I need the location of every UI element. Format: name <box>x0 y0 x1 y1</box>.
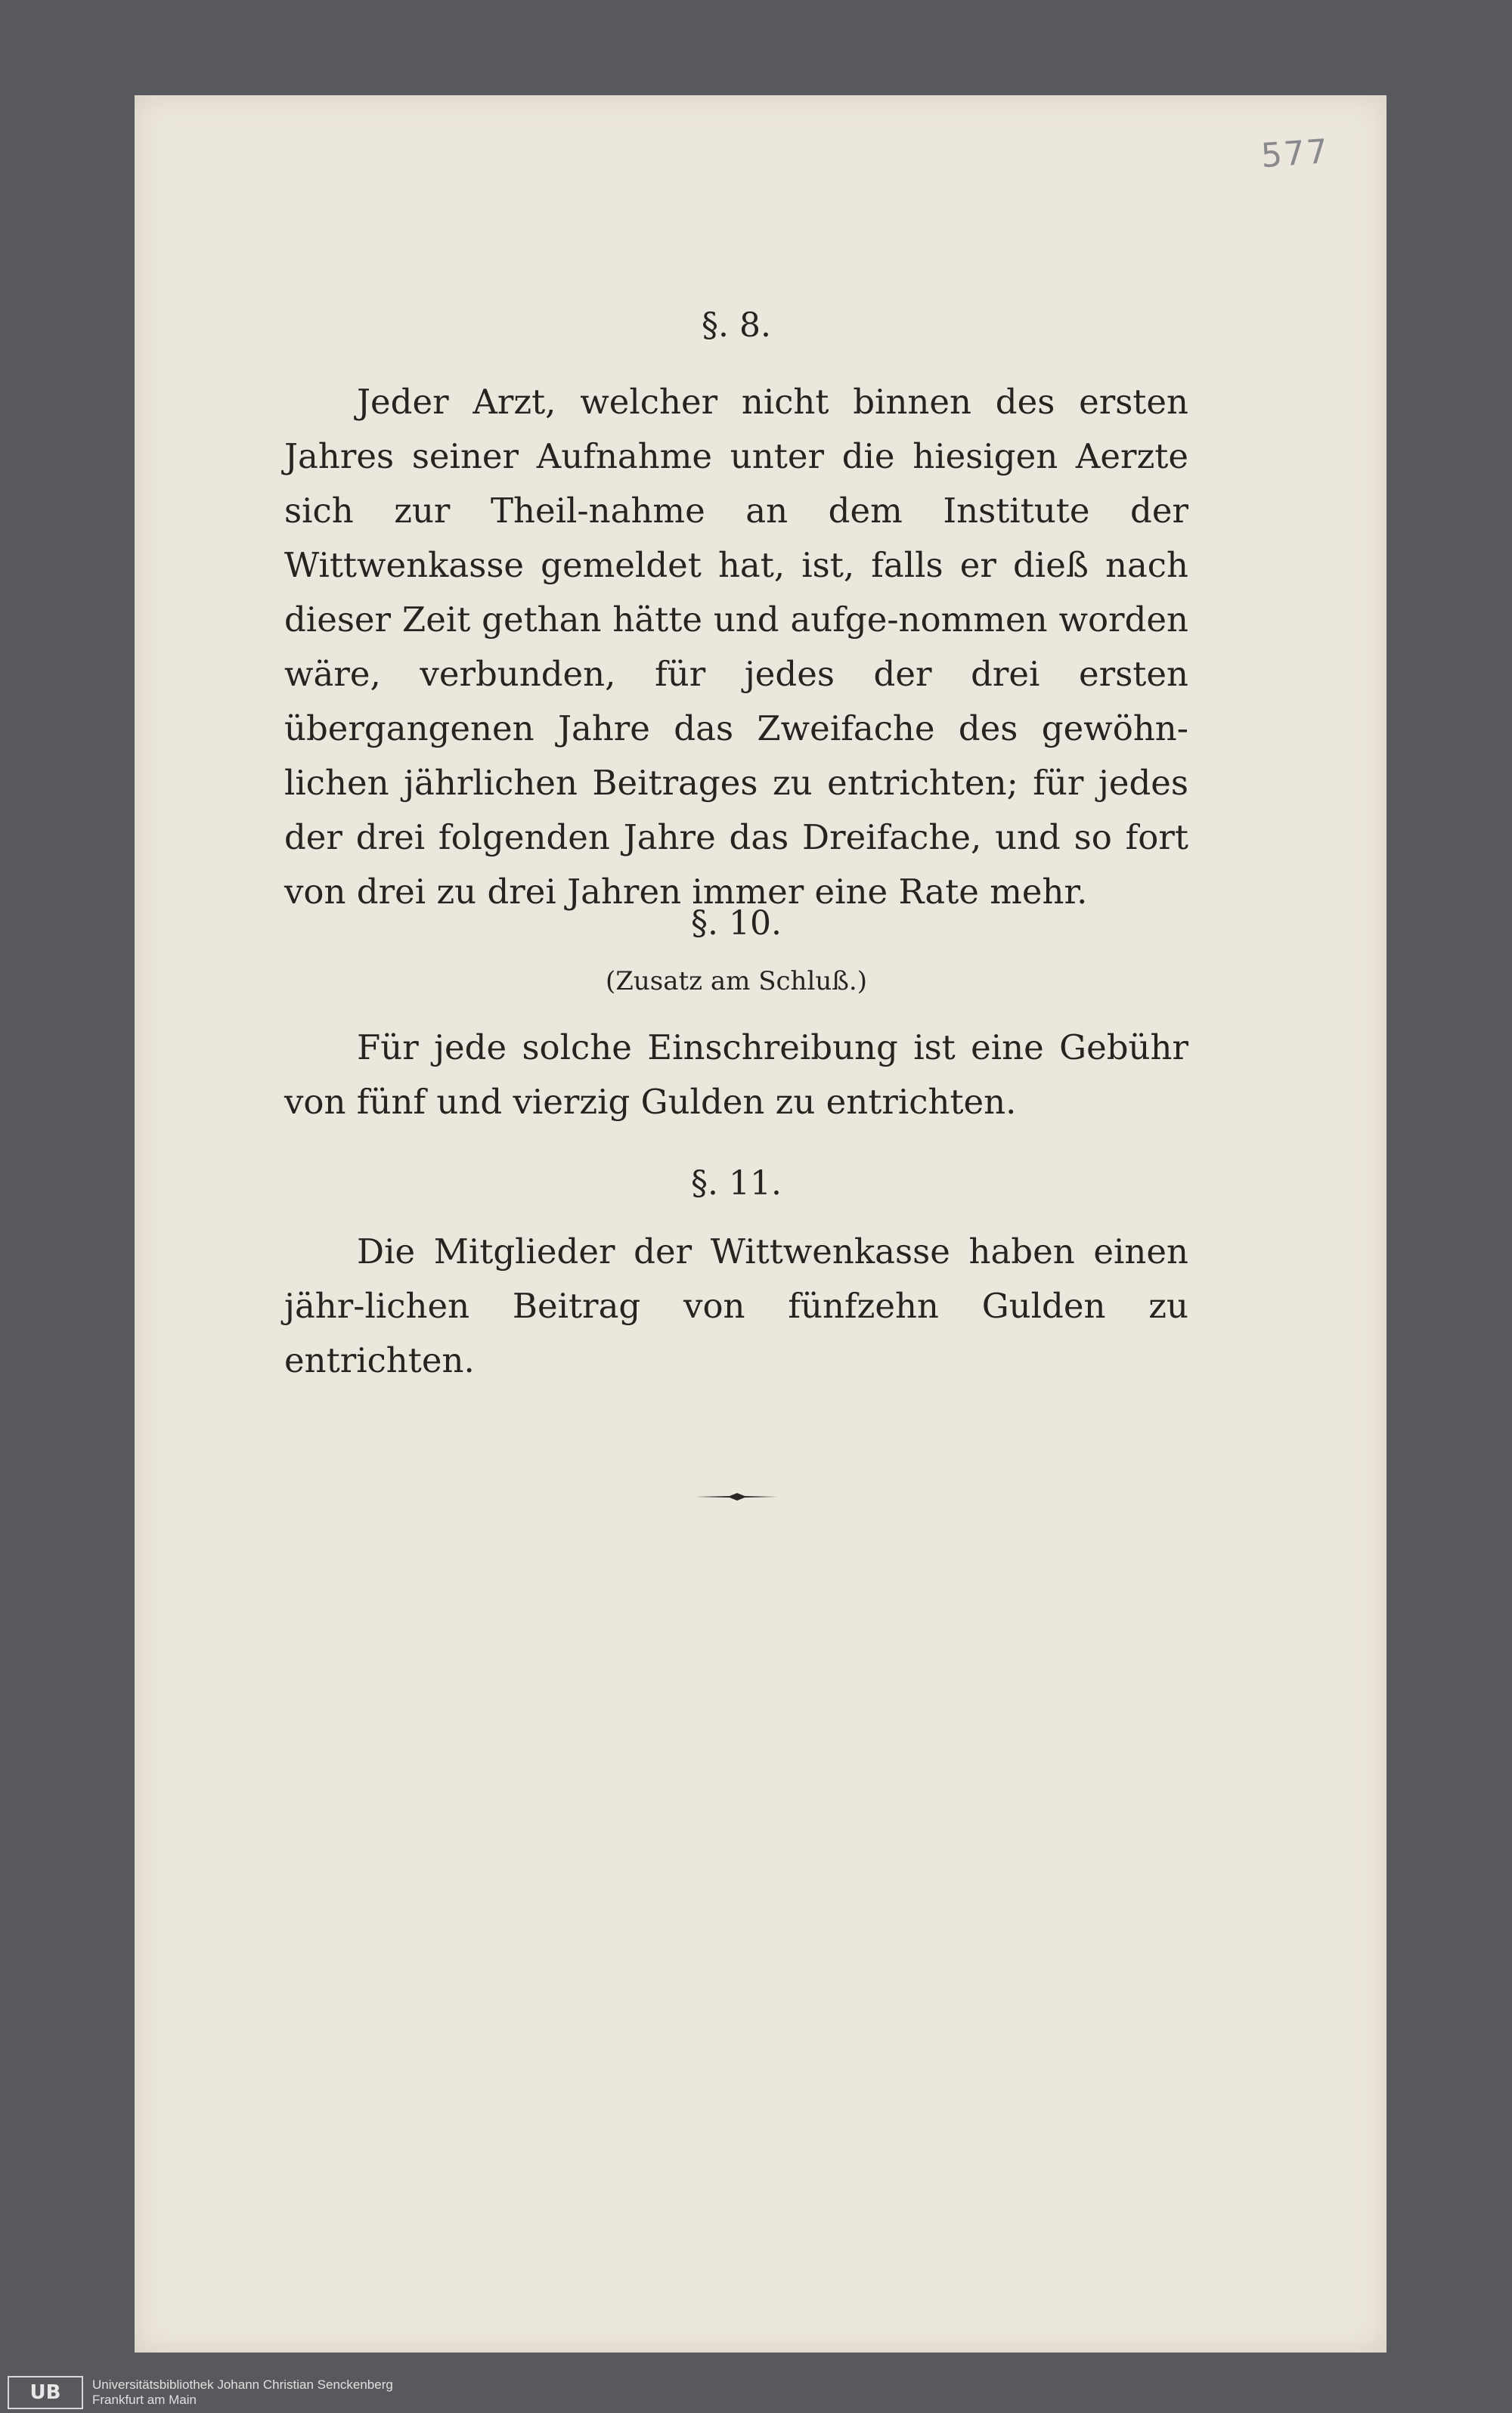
end-flourish-ornament <box>696 1489 779 1504</box>
library-credit <box>92 2377 393 2408</box>
section-heading: §. 10. <box>691 904 782 943</box>
section-paragraph: Für jede solche Einschreibung ist eine Gebühr von fünf und vierzig Gulden zu entrichten. <box>284 1027 1188 1122</box>
section-11 <box>284 1164 1188 1203</box>
page-number-annotation: 577 <box>1259 132 1331 176</box>
library-name: Universitätsbibliothek Johann Christian Senckenberg <box>92 2377 393 2392</box>
section-10 <box>284 904 1188 943</box>
ub-logo-icon: UB <box>8 2376 83 2409</box>
section-8 <box>284 306 1188 345</box>
section-subheading: (Zusatz am Schluß.) <box>606 966 867 996</box>
section-10-note <box>284 966 1188 996</box>
section-10-body <box>284 1021 1188 1129</box>
section-paragraph: Die Mitglieder der Wittwenkasse haben einen jähr-lichen Beitrag von fünfzehn Gulden zu entrichten. <box>284 1231 1188 1380</box>
section-8-body <box>284 375 1188 919</box>
section-heading: §. 11. <box>691 1164 782 1203</box>
section-11-body <box>284 1225 1188 1388</box>
section-paragraph: Jeder Arzt, welcher nicht binnen des ersten Jahres seiner Aufnahme unter die hiesigen Aerzte sich zur Theil-nahme an dem Institute der Wittwenkasse gemeldet hat, ist, falls er dieß nach dieser Zeit gethan hätte und aufge-nommen worden wäre, verbunden, für jedes der drei ersten übergangenen Jahre das Zweifache des gewöhn-lichen jährlichen Beitrages zu entrichten; für jedes der drei folgenden Jahre das Dreifache, und so fort von drei zu drei Jahren immer eine Rate mehr. <box>284 382 1188 912</box>
library-city: Frankfurt am Main <box>92 2393 197 2407</box>
library-footer <box>0 2372 454 2413</box>
section-heading: §. 8. <box>702 306 771 345</box>
